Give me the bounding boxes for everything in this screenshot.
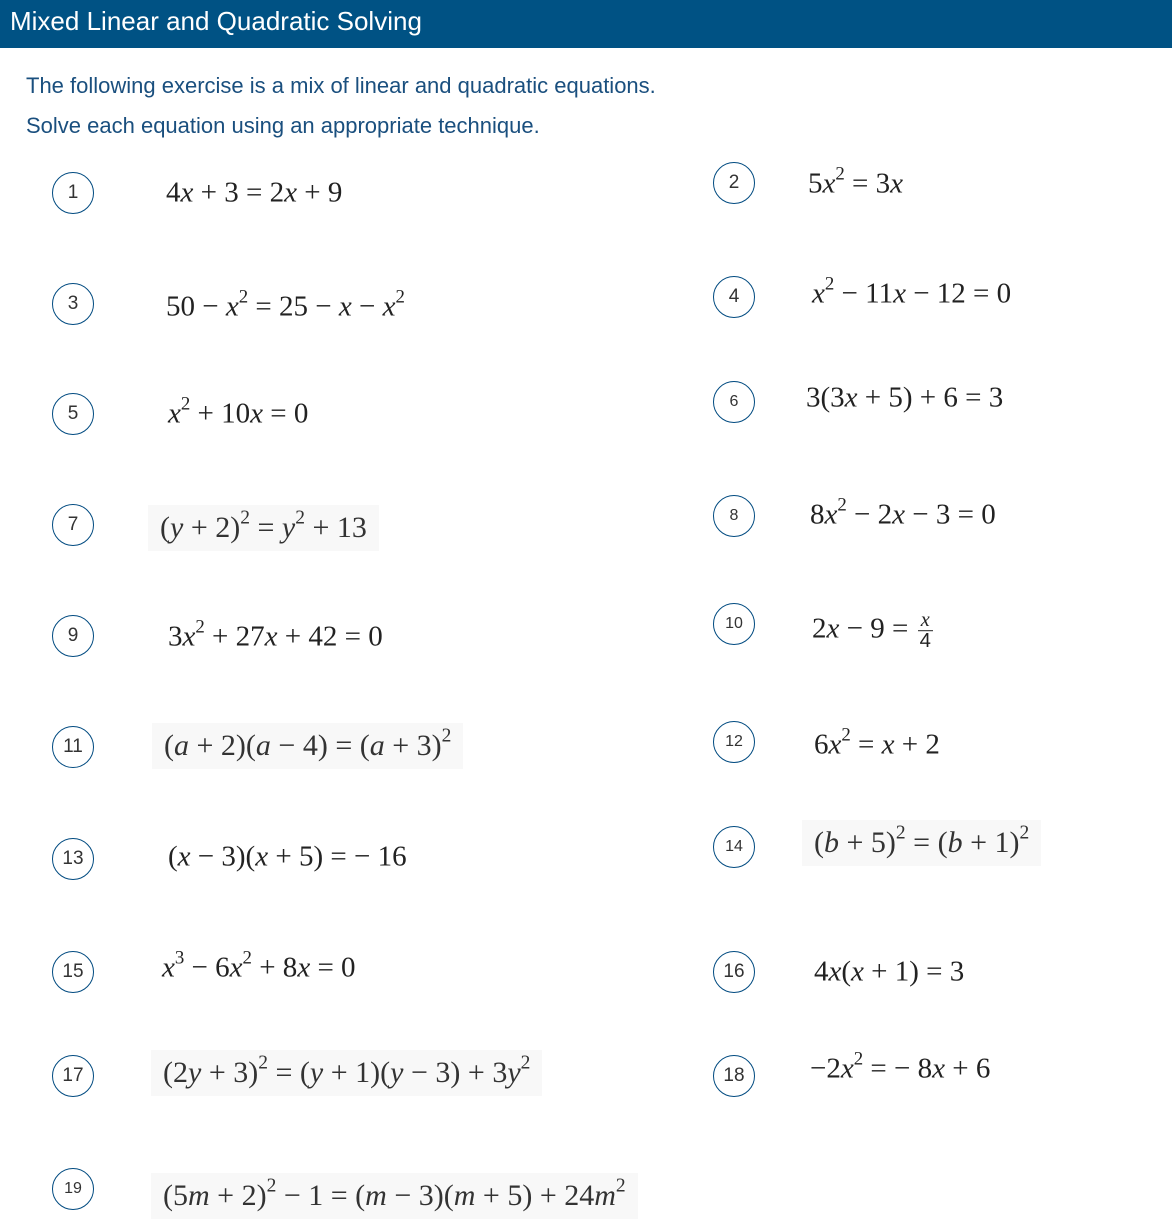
page-title: Mixed Linear and Quadratic Solving	[10, 6, 422, 36]
problem-number-badge: 2	[713, 162, 755, 204]
fraction	[918, 610, 933, 652]
problem-number-badge: 12	[713, 721, 755, 763]
equation-8: $8x^2 - 2x - 3 = 0$	[810, 494, 996, 531]
equation-14: $(b + 5)^2 = (b + 1)^2$	[802, 820, 1041, 866]
problem-number-badge: 6	[713, 381, 755, 423]
problem-number-badge: 16	[713, 951, 755, 993]
header-bar	[0, 0, 1172, 48]
equation-13: (x − 3)(x + 5) = − 16	[168, 840, 407, 873]
equation-16: 4x(x + 1) = 3	[814, 955, 965, 988]
problem-number-badge: 17	[52, 1055, 94, 1097]
equation-18: $-2x^2$ = − 8x + 6	[810, 1048, 991, 1085]
problem-number-badge: 19	[52, 1168, 94, 1210]
equation-19: $(5m + 2)^2 - 1 = (m - 3)(m + 5) + 24m^2$	[151, 1173, 638, 1219]
equation-10: 2x − 9 = $\frac{x}{4}$	[812, 609, 931, 653]
equation-12: $6x^2 = x + 2$	[814, 724, 940, 761]
equation-15: $x^3 - 6x^2 + 8x = 0$	[162, 947, 356, 984]
problem-number-badge: 1	[52, 172, 94, 214]
equation-9: $3x^2 + 27x + 42 = 0$	[168, 616, 383, 653]
fraction-denominator: 4	[919, 630, 931, 653]
problem-number-badge: 11	[52, 726, 94, 768]
equation-4: $x^2 - 11x - 12 = 0$	[812, 273, 1012, 310]
equation-6: 3(3x + 5) + 6 = 3	[806, 381, 1004, 414]
problem-number-badge: 13	[52, 838, 94, 880]
equation-1: 4x + 3 = 2x + 9	[166, 176, 343, 209]
intro-line-2: Solve each equation using an appropriate technique.	[26, 113, 540, 138]
equation-11: $(a + 2)(a - 4) = (a + 3)^2$	[152, 723, 463, 769]
fraction-numerator: x	[918, 610, 933, 631]
equation-5: $x^2 + 10x = 0$	[168, 393, 309, 430]
equation-17: $(2y + 3)^2 = (y + 1)(y - 3) + 3y^2$	[151, 1050, 542, 1096]
problem-number-badge: 14	[713, 826, 755, 868]
problem-number-badge: 4	[713, 276, 755, 318]
problem-number-badge: 8	[713, 495, 755, 537]
intro-line-1: The following exercise is a mix of linear and quadratic equations.	[26, 73, 656, 98]
problem-number-badge: 9	[52, 615, 94, 657]
problem-number-badge: 7	[52, 504, 94, 546]
equation-2: $5x^2 = 3x$	[808, 163, 904, 200]
problem-number-badge: 15	[52, 951, 94, 993]
problem-number-badge: 5	[52, 393, 94, 435]
problem-number-badge: 18	[713, 1055, 755, 1097]
problem-number-badge: 10	[713, 603, 755, 645]
equation-3: $50 - x^2 = 25 - x - x^2$	[166, 286, 405, 323]
equation-7: $(y + 2)^2 = y^2 + 13$	[148, 505, 379, 551]
problem-number-badge: 3	[52, 283, 94, 325]
